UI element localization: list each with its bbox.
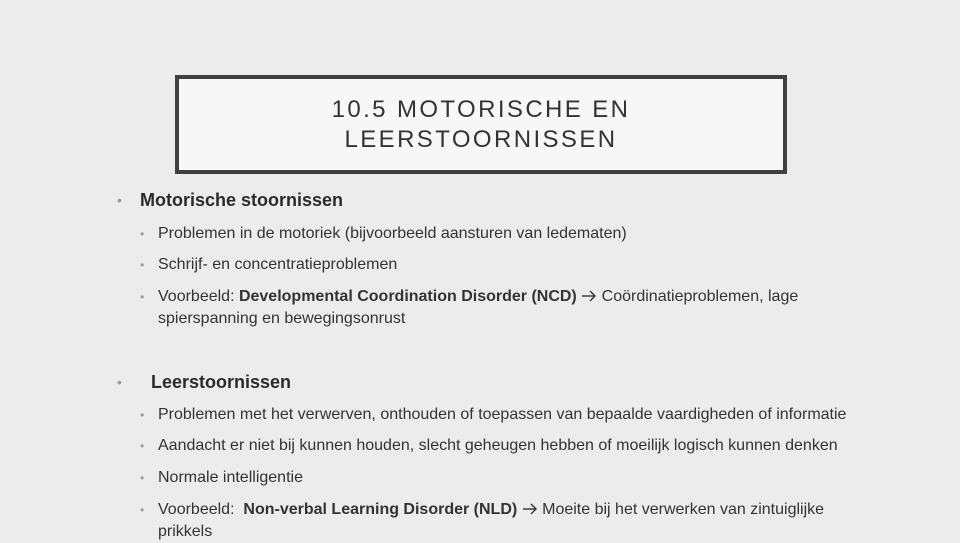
sub-bullet: • [140, 290, 145, 304]
section1-item-3-rest-line1: Coördinatieproblemen, lage [601, 288, 799, 305]
section2-heading: Leerstoornissen [151, 372, 292, 392]
sub-bullet: • [140, 471, 145, 485]
slide-title-box [175, 75, 787, 174]
section2-item-4-rest-line1: Moeite bij het verwerken van zintuiglijke [542, 501, 825, 518]
section1-item-2 [140, 254, 940, 276]
section2-item-1-text: Problemen met het verwerven, onthouden of toepassen van bepaalde vaardigheden of informatie [158, 406, 847, 423]
section1-item-3 [140, 286, 940, 327]
section1-item-1-text: Problemen in de motoriek (bijvoorbeeld aansturen van ledematen) [158, 225, 627, 242]
slide-title-line-2: LEERSTOORNISSEN [344, 125, 618, 153]
section2-item-4-rest-line2: prikkels [158, 523, 213, 540]
section2-bullet: • [117, 374, 122, 390]
section2-item-4-bold: Non-verbal Learning Disorder (NLD) [243, 501, 518, 518]
section2-item-4-prefix: Voorbeeld: [158, 501, 244, 518]
arrow-right-icon [522, 499, 538, 521]
arrow-right-icon [581, 286, 597, 308]
section2-item-2-text: Aandacht er niet bij kunnen houden, slecht geheugen hebben of moeilijk logisch kunnen denken [158, 437, 838, 454]
section1-item-2-text: Schrijf- en concentratieproblemen [158, 256, 398, 273]
slide-title-line-1: 10.5 MOTORISCHE EN [331, 95, 631, 123]
section1-item-3-text [158, 286, 948, 330]
section1-bullet: • [117, 192, 122, 208]
section2-item-3 [140, 467, 940, 489]
section2-item-3-text: Normale intelligentie [158, 469, 303, 486]
sub-bullet: • [140, 227, 145, 241]
sub-bullet: • [140, 439, 145, 453]
section1-item-1 [140, 223, 940, 245]
section1-item-3-bold: Developmental Coordination Disorder (NCD) [238, 288, 577, 305]
section2-item-1 [140, 404, 940, 426]
sub-bullet: • [140, 408, 145, 422]
section2-item-2 [140, 435, 940, 457]
section1-item-3-rest-line2: spierspanning en bewegingsonrust [158, 310, 406, 327]
section2-item-4 [140, 499, 940, 540]
section1-item-3-prefix: Voorbeeld: [158, 288, 239, 305]
sub-bullet: • [140, 503, 145, 517]
section1-heading: Motorische stoornissen [140, 190, 344, 210]
sub-bullet: • [140, 258, 145, 272]
section2-item-4-text [158, 499, 948, 543]
